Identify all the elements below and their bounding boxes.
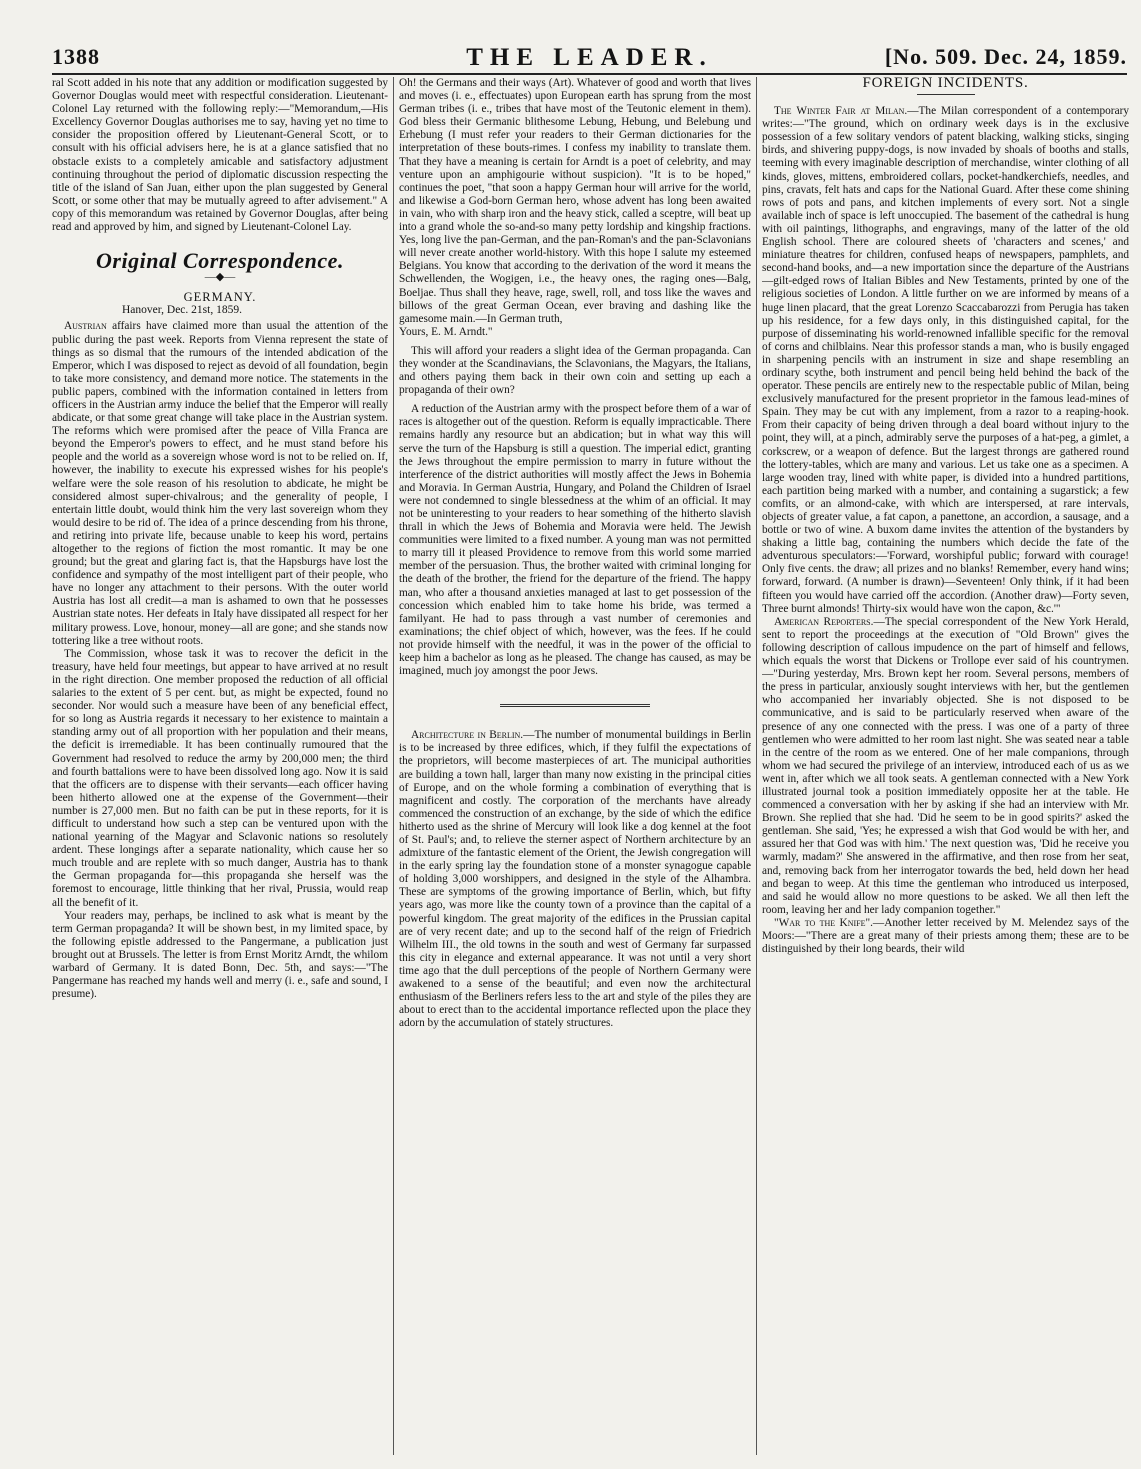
lead-word: Architecture in Berlin. — [411, 729, 524, 742]
ornament: —◆— — [204, 271, 236, 284]
lead-word: The Winter Fair at Milan. — [774, 105, 908, 118]
column-divider — [393, 77, 394, 1455]
heading-rule — [917, 94, 975, 95]
column-1 — [52, 77, 388, 1455]
newspaper-title: THE LEADER. — [466, 44, 713, 71]
paragraph: The Commission, whose task it was to recover the deficit in the treasury, have held four meetings, but appear to have arrived at no result in the right direction. One member proposed the reduction of all official salaries to the extent of 5 per cent. but, as might be expected, found no seconder. Nor would such a measure have been of any beneficial effect, for so long as Austria regards it necessary to her existence to maintain a standing army out of all proportion with her population and their means, the deficit is irremediable. It has been continually rumoured that the Government had resolved to reduce the army by 200,000 men; the third and fourth battalions were to have been dissolved long ago. Now it is said that the officers are to dispense with their servants—each officer having been hitherto allowed one at the expense of the Government—their number is 27,000 men. But no faith can be put in these reports, for it is difficult to understand how such a step can be ventured upon with the national yearning of the Magyar and Sclavonic nations so resolutely ardent. These longings after a separate nationality, which cause her so much trouble and are replete with so much danger, Austria has to thank the German propaganda for—this propaganda she herself was the foremost to encourage, little thinking that her rival, Prussia, would reap all the benefit of it. — [52, 647, 388, 909]
paragraph — [762, 105, 1129, 616]
paragraph — [762, 917, 1129, 956]
lead-word: Austrian — [64, 320, 107, 333]
paragraph-body: —Another letter received by M. Melendez says of the Moors:—"There are a great many of their priests among them; these are to be distinguished by their long beards, their wild — [762, 916, 1129, 956]
paragraph: This will afford your readers a slight idea of the German propaganda. Can they wonder at the Scandinavians, the Sclavonians, the Magyars, the Italians, and others paying them back in their own coin and setting up each a propaganda of their own? — [399, 344, 751, 397]
paragraph: ral Scott added in his note that any addition or modification suggested by Governor Douglas would meet with respectful consideration. Lieutenant-Colonel Lay returned with the following reply:—"Memorandum,—His Excellency Governor Douglas authorises me to say, having yet no time to consider the proposition offered by Lieutenant-General Scott, or to consult with his official advisers here, he is at a glance satisfied that no obstacle exists to a completely amicable and satisfactory adjustment continuing throughout the period of diplomatic discussion respecting the title of the island of San Juan, either upon the plan suggested by General Scott, or some other that may be mutually agreed to after advisement." A copy of this memorandum was retained by Governor Douglas, after being read and approved by him, and signed by Lieutenant-Colonel Lay. — [52, 77, 388, 234]
paragraph-body: —The number of monumental buildings in Berlin is to be increased by three edifices, which, if they fulfil the expectations of the proprietors, will become masterpieces of art. The municipal authorities are building a town hall, larger than many now existing in the principal cities of Europe, and on the whole forming a combination of everything that is magnificent and costly. The corporation of the merchants have already commenced the construction of an exchange, by the side of which the edifice hitherto used as the shrine of Mercury will look like a dog kennel at the foot of St. Paul's; and, to relieve the sterner aspect of Northern architecture by an admixture of the fantastic element of the Orient, the Jewish congregation will in the early spring lay the foundation stone of a monster synagogue capable of holding 3,000 worshippers, and designed in the style of the Alhambra. These are symptoms of the growing importance of Berlin, which, but fifty years ago, was more like the county town of a province than the capital of a powerful kingdom. The great majority of the edifices in the Prussian capital are of very recent date; and up to the second half of the reign of Friedrich Wilhelm III., the old towns in the south and west of Germany far surpassed this city in elegance and external appearance. It was not until a very short time ago that the dull perceptions of the people of Northern Germany were awakened to a sense of the beautiful; and even now the architectural enthusiasm of the Berliners refers less to the art and style of the piles they are about to erect than to the accidental importance reflected upon the place they adorn by the accumulation of stately structures. — [399, 729, 751, 1030]
lead-word: American Reporters. — [774, 615, 874, 628]
paragraph-body: —The special correspondent of the New York Herald, sent to report the proceedings at the execution of "Old Brown" gives the following description of callous impudence on the part of himself and fellows, which equals the worst that Dickens or Trollope ever said of his countrymen.—"During yesterday, Mrs. Brown kept her room. Several persons, members of the press in particular, anxiously sought interviews with her, but the gentlemen who accompanied her invariably objected. She is not disposed to be communicative, and is said to be particularly reserved when aware of the presence of any one connected with the press. I was one of a party of three gentlemen who were admitted to her room last night. She was seated near a table in the centre of the room as we entered. One of her male companions, through whom we had secured the privilege of an interview, introduced each of us as we went in, after which we all took seats. A gentleman connected with a New York illustrated journal took a position immediately opposite her at the table. He commenced a conversation with her by asking if she had an interview with Mr. Brown. She replied that she had. 'Did he seem to be in good spirits?' asked the gentleman. She said, 'Yes; he expressed a wish that God would be with her, and assured her that God was with him.' The next question was, 'Did he receive you warmly, madam?' She answered in the affirmative, and then rose from her seat, and, removing back from her interrogator towards the bed, held down her head and began to weep. At this time the gentleman who introduced us interposed, and said he would allow no more questions to be asked. We all then left the room, leaving her and her lady companion together." — [762, 615, 1129, 916]
lead-word: "War to the Knife". — [774, 916, 873, 929]
column-3 — [762, 77, 1129, 1455]
paragraph — [52, 320, 388, 647]
letter-signature: Yours, E. M. Arndt." — [399, 325, 493, 338]
paragraph-body: —The Milan correspondent of a contemporary writes:—"The ground, which on ordinary week days is in the exclusive possession of a few solitary vendors of patent blacking, walking sticks, singing birds, and shivering puppy-dogs, is now invaded by shoals of booths and stalls, teeming with every imaginable description of merchandise, winter clothing of all kinds, gloves, mittens, embroidered collars, pocket-handkerchiefs, needles, and pins, cravats, felt hats and caps for the National Guard. After these come shining rows of pots and pans, and kitchen implements of every sort. Not a single available inch of space is left unoccupied. The basement of the cathedral is hung with oil paintings, lithographs, and engravings, many of the latter of the old English school. There are coloured sheets of 'characters and scenes,' and miniature theatres for children, confused heaps of newspapers, pamphlets, and second-hand books, and—a new importation since the departure of the Austrians—gilt-edged rows of Italian Bibles and New Testaments, printed by one of the religious societies of London. A little further on we are informed by means of a huge linen placard, that the great Lorenzo Scaccabarozzi from Perugia has taken up his residence, for a few days only, in this distinguished capital, for the purpose of disseminating his world-renowned infallible specific for the removal of corns and chilblains. Near this professor stands a man, who is busily engaged in sharpening pencils with an instrument in size and shape resembling an ordinary scythe, both instrument and pencil being held behind the back of the operator. These pencils are entirely new to the respectable public of Milan, being exclusively manufactured for the present proprietor in the famous lead-mines of Spain. They may be cut with any implement, from a razor to a reaping-hook. From their capacity of being driven through a deal board without injury to the point, they will, at a pinch, admirably serve the purposes of a hat-peg, a gimlet, a corkscrew, or a weapon of defence. But the largest throngs are gathered round the lottery-tables, which are many and various. Let us take one as a specimen. A large wooden tray, lined with white paper, is divided into a hundred partitions, each partition being marked with a number, and containing a sugarstick; a few comfits, or an almond-cake, with which are interspersed, at rare intervals, objects of greater value, a fat capon, a panettone, an accordion, a sausage, and a bottle or two of wine. A buxom dame invites the attention of the bystanders by shaking a little bag, containing the numbers which decide the fate of the adventurous speculators:—'Forward, worshipful public; forward with courage! Only five cents. the draw; all prizes and no blanks! Remember, every hand wins; forward, forward. (A number is drawn)—Seventeen! Only think, if it had been fifteen you would have carried off the accordion. (Another draw)—Forty seven, Three burnt almonds! Thirty-six would have won the capon, &c.'" — [762, 105, 1129, 615]
issue-info: [No. 509. Dec. 24, 1859. — [884, 44, 1127, 69]
masthead — [52, 44, 1127, 72]
country-heading: GERMANY. — [183, 290, 257, 305]
page-number: 1388 — [52, 44, 100, 69]
section-divider — [500, 704, 650, 707]
dateline: Hanover, Dec. 21st, 1859. — [122, 304, 242, 317]
paragraph: Oh! the Germans and their ways (Art). Whatever of good and worth that lives and moves (i. e., effectuates) upon European earth has sprung from the most German tribes (i. e., tribes that have most of the Teutonic element in them). God bless their Germanic blithesome Lebung, Hebung, und Belebung und Erhebung (I must refer your readers to their German dictionaries for the interpretation of these bouts-rimes. I confess my inability to translate them. That they have a meaning is certain for Arndt is a poet of celebrity, and may venture upon an amphigourie without suspicion). "It is to be hoped," continues the poet, "that soon a happy German hour will arrive for the world, and likewise a God-born German hero, whose advent has long been awaited in vain, who with sharp iron and the heavy stick, called a sceptre, will beat up into a grand whole the so-and-so many petty lordship and kingship fractions. Yes, long live the pan-German, and the pan-Roman's and the pan-Sclavonians will never create another world-history. With this hope I salute my esteemed Belgians. You know that according to the derivation of the word it means the Schwellenden, the Wogigen, i.e., the heavy ones, the raging ones—Balg, Boeljae. Thus shall they heave, rage, swell, roll, and toss like the waves and billows of the great German Ocean, ever braving and dashing like the gamesome main.—In German truth, — [399, 77, 751, 325]
paragraph-body: affairs have claimed more than usual the attention of the public during the past week. Reports from Vienna represent the state of things as so dismal that the rumours of the intended abdication of the Emperor, which I was disposed to reject as devoid of all foundation, begin to take more consistency, and demand more notice. The statements in the public papers, combined with the information contained in letters from officers in the Austrian army induce the belief that the Emperor will really abdicate, or that some great change will take place in the Austrian system. The reforms which were promised after the peace of Villa Franca are beyond the Emperor's powers to effect, and he must stand before his people and the world as a sovereign whose word is not to be relied on. If, however, the inability to execute his expressed wishes for his people's welfare were the sole reason of his resolution to abdicate, he might be considered almost super-chivalrous; and the generality of people, I entertain little doubt, would think him the very last sovereign whom they would desire to be rid of. The idea of a prince descending from his throne, and retiring into private life, because unable to keep his word, pertains altogether to the regions of fiction the most romantic. It may be one ground; but the great and glaring fact is, that the Hapsburgs have lost the confidence and sympathy of the most intelligent part of their people, who have no longer any attachment to their persons. With the outer world Austria has lost all credit—a man is ashamed to own that he possesses Austrian state notes. Her defeats in Italy have dissipated all respect for her military prowess. Love, honour, money—all are gone; and she stands now tottering like a tree without roots. — [52, 320, 388, 647]
section-title: Original Correspondence. — [96, 248, 344, 274]
paragraph: A reduction of the Austrian army with the prospect before them of a war of races is altogether out of the question. Reform is equally impracticable. There remains hardly any resource but an abdication; but in what way this will serve the turn of the Hapsburg is still a question. The imperial edict, granting the Jews throughout the empire permission to marry in future without the interference of the district authorities will mostly affect the Jews in Bohemia and Moravia. In German Austria, Hungary, and Poland the Children of Israel were not condemned to single blessedness at the whim of an official. It may not be uninteresting to your readers to hear something of the hitherto slavish thrall in which the Jews of Bohemia and Moravia were held. The Jewish communities were limited to a fixed number. A young man was not permitted to marry till it pleased Providence to remove from this world some married member of the persuasion. Thus, the brother waited with criminal longing for the death of the brother, the friend for the departure of the friend. The happy man, who after a thousand anxieties managed at last to get possession of the concession which enabled him to take home his bride, was termed a familyant. He had to pass through a vast number of ceremonies and examinations; the chief object of which, however, was the fees. If he could not provide himself with the needful, it was in the power of the official to keep him a bachelor as long as he pleased. The change has caused, as may be imagined, much joy amongst the poor Jews. — [399, 403, 751, 678]
column-2 — [399, 77, 751, 1455]
paragraph — [762, 616, 1129, 917]
paragraph: Your readers may, perhaps, be inclined to ask what is meant by the term German propaganda? It will be shown best, in my limited space, by the following epistle addressed to the Pangermane, a publication just brought out at Brussels. The letter is from Ernst Moritz Arndt, the whilom warbard of Germany. It is dated Bonn, Dec. 5th, and says:—"The Pangermane has reached my hands well and merry (i. e., safe and sound, I presume). — [52, 909, 388, 1001]
section-heading: FOREIGN INCIDENTS. — [862, 77, 1029, 91]
column-divider — [756, 77, 757, 1455]
masthead-rule — [52, 73, 1127, 75]
paragraph — [399, 729, 751, 1030]
